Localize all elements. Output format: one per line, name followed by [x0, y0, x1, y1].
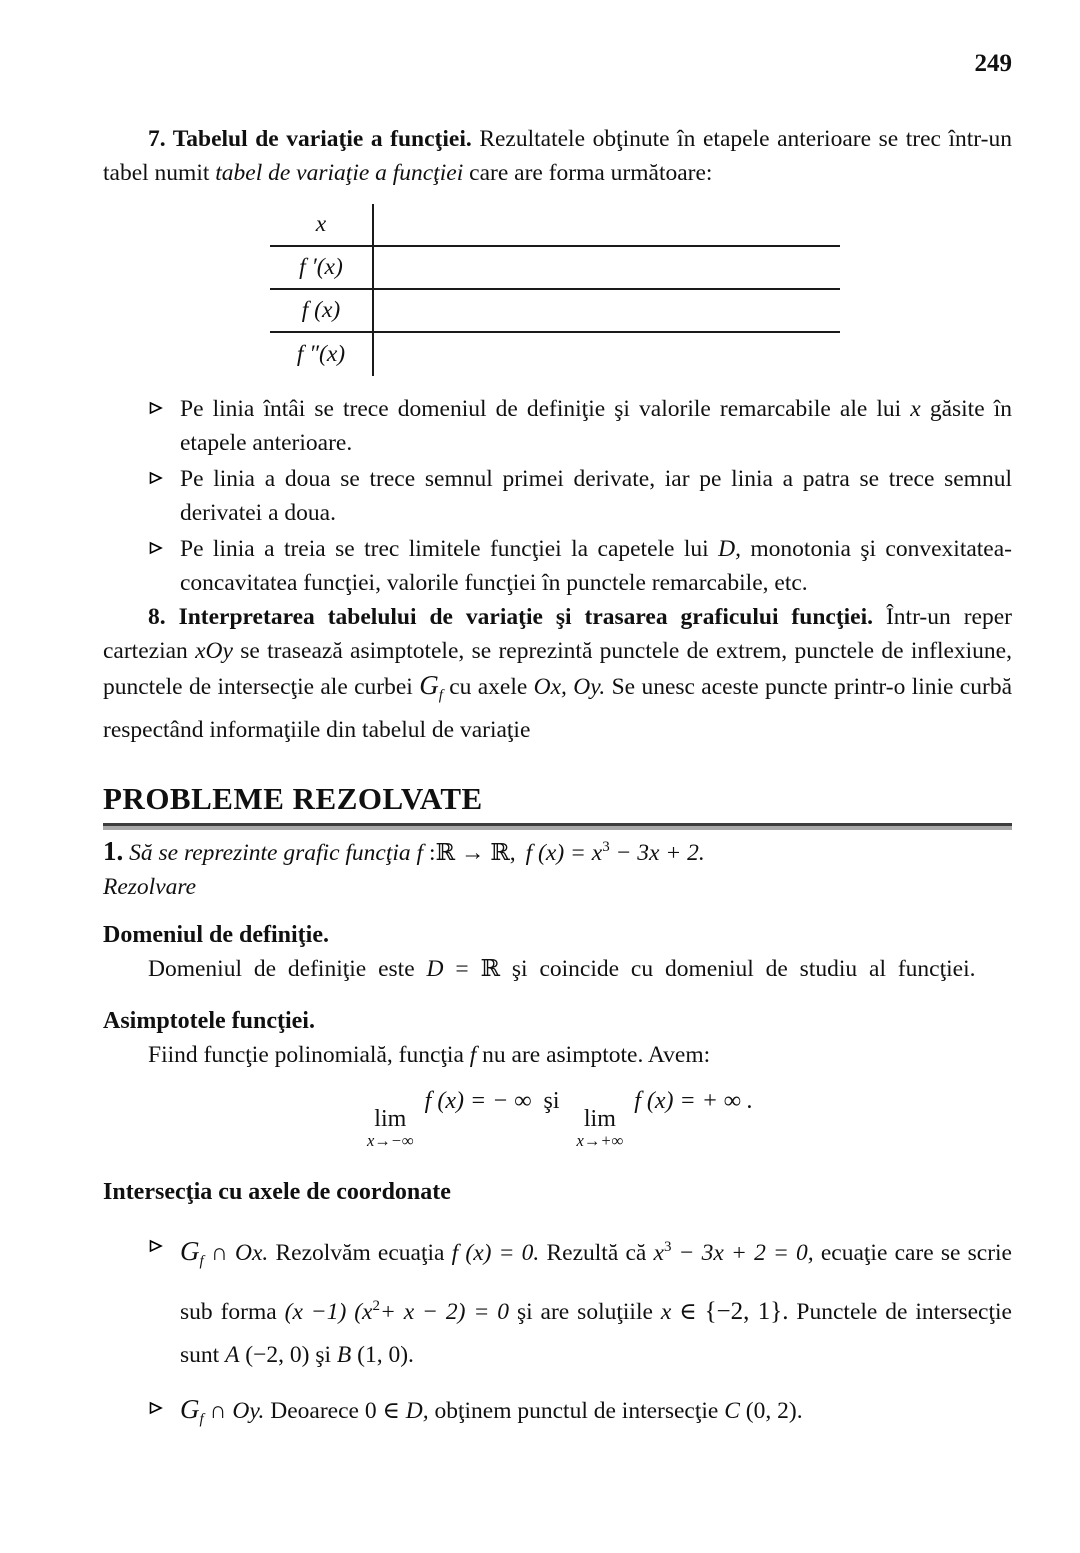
asymptotes-text-1: Fiind funcţie polinomială, funcţia: [148, 1041, 470, 1068]
asymptotes-subheading: Asimptotele funcţiei.: [103, 1007, 315, 1034]
bullet-intersection-Oy: [148, 1387, 1012, 1442]
gx-text-3: ecuaţie care se scrie sub forma: [180, 1239, 1012, 1325]
section-8-text-2: se trasează asimptotele, se reprezintă punctele de extrem, punctele de inflexiune, punctele de intersecţie ale curbei: [103, 638, 1012, 700]
gy-text-1: Deoarece 0 ∈: [264, 1398, 406, 1425]
row-cell-f: [374, 290, 840, 331]
point-A-coords: (−2, 0): [239, 1342, 310, 1369]
point-C: C: [724, 1398, 740, 1425]
bullet-3-var-D: D,: [718, 536, 741, 562]
point-A: A: [225, 1342, 240, 1369]
problem-1-f: f: [416, 839, 424, 866]
bullet-line-3: [148, 532, 1012, 600]
problem-1-statement: [103, 830, 1012, 870]
script-G-symbol: G: [419, 670, 439, 700]
domain-D: D: [426, 955, 444, 982]
table-notes-list: [103, 392, 1012, 600]
gx-text-5: Punctele de intersecţie sunt: [180, 1298, 1012, 1369]
exponent-3: 3: [663, 1239, 672, 1256]
bullet-3-text: [180, 532, 1012, 600]
bullet-1-text: [180, 392, 1012, 460]
script-G-subscript-f: f: [199, 1253, 204, 1270]
row-cell-x: [374, 204, 840, 245]
row-cell-fprime: [374, 247, 840, 288]
element-of-symbol: ∈: [671, 1298, 705, 1325]
exponent-3: 3: [602, 838, 610, 855]
arrow-bullet-icon: [148, 392, 180, 460]
lim-left-subscript: x→−∞: [366, 1130, 414, 1150]
gx-text-6: şi: [309, 1342, 337, 1369]
row-label-x: x: [270, 204, 374, 245]
gx-text-1: Rezolvăm ecuaţia: [268, 1239, 452, 1266]
section-7-italic-term: tabel de variaţie a funcţiei: [215, 160, 464, 186]
gx-factored-left: (x −1) (x: [284, 1298, 373, 1325]
problem-1-colon: :: [423, 839, 436, 866]
lim-word: lim: [583, 1105, 616, 1132]
bullet-3-seg-2: monotonia şi convexitatea-concavitatea funcţiei, valorile funcţiei în punctele remarcabile, etc.: [180, 536, 1012, 596]
intersection-symbol: ∩: [203, 1239, 236, 1266]
solution-label: Rezolvare: [103, 873, 197, 900]
gx-cubic-rest: − 3x + 2 = 0,: [671, 1239, 814, 1266]
bullet-intersection-Ox: [148, 1225, 1012, 1377]
script-G-symbol: G: [180, 1235, 200, 1266]
bullet-1-var-x: x: [910, 396, 921, 422]
problem-1-R-domain: ℝ: [435, 839, 455, 866]
table-row-fprime: [270, 247, 840, 290]
arrow-bullet-icon: [148, 1387, 180, 1442]
domain-text-2: = ℝ şi coincide cu domeniul de studiu al funcţiei.: [443, 955, 976, 982]
section-7-text-2: care are forma următoare:: [463, 160, 713, 186]
page-content: [103, 0, 1012, 1442]
gx-factored-right: + x − 2) = 0: [379, 1298, 509, 1325]
script-G-subscript-f: f: [199, 1412, 204, 1429]
problem-1-formula-rest: − 3x + 2.: [609, 839, 705, 866]
page-number: 249: [974, 50, 1012, 77]
section-8-text-3: cu axele: [442, 674, 534, 700]
gy-text-2: obţinem punctul de intersecţie: [428, 1398, 725, 1425]
heading-rule: [103, 823, 1012, 830]
intersection-Oy-text: [180, 1387, 1012, 1442]
section-7-heading: 7. Tabelul de variaţie a funcţiei.: [148, 126, 472, 152]
lim-word: lim: [374, 1105, 407, 1132]
section-8-text-1: Într-un reper cartezian: [103, 604, 1012, 664]
section-8-text-4: Se unesc aceste puncte printr-o linie curbă respectând informaţiile din tabelul de variaţie: [103, 674, 1012, 743]
limit-right: [577, 1107, 624, 1150]
problem-1-intro: Să se reprezinte grafic funcţia: [123, 839, 417, 866]
arrow-bullet-icon: [148, 1225, 180, 1377]
problem-1-R-codomain: ℝ,: [490, 839, 516, 866]
gx-solution-x: x: [660, 1298, 672, 1325]
limits-equation: [103, 1076, 1012, 1164]
row-label-f: f (x): [270, 290, 374, 331]
arrow-bullet-icon: [148, 532, 180, 600]
point-B: B: [336, 1342, 352, 1369]
gx-text-2: Rezultă că: [539, 1239, 654, 1266]
limit-left-expression: f (x) = − ∞: [418, 1087, 532, 1114]
exponent-2: 2: [372, 1297, 380, 1314]
table-row-fsecond: [270, 333, 840, 376]
gx-cubic-x: x: [653, 1239, 664, 1266]
bullet-2-seg-1: Pe linia a doua se trece semnul primei derivate, iar pe linia a patra se trece semnul derivatei a doua.: [180, 466, 1012, 526]
domain-subheading: Domeniul de definiţie.: [103, 921, 329, 948]
script-G-subscript-f: f: [438, 687, 443, 704]
limit-left: [367, 1107, 414, 1150]
bullet-line-2: [148, 462, 1012, 530]
lim-right-subscript: x→+∞: [576, 1130, 624, 1150]
domain-text-1: Domeniul de definiţie este: [148, 955, 427, 982]
script-G-symbol: G: [180, 1394, 200, 1425]
intersection-symbol: ∩: [203, 1398, 233, 1425]
bullet-line-1: [148, 392, 1012, 460]
problem-1-formula: f (x) = x: [525, 839, 603, 866]
conjunction-si: şi: [543, 1087, 560, 1114]
arrow-right-symbol: →: [455, 839, 491, 866]
point-B-coords: (1, 0).: [351, 1342, 414, 1369]
intersections-list: [103, 1225, 1012, 1442]
axis-Ox: Ox.: [235, 1239, 269, 1266]
section-8-paragraph: [103, 600, 1012, 747]
solution-set: {−2, 1}.: [704, 1297, 789, 1325]
asymptotes-paragraph: [103, 1038, 1012, 1072]
section-7-paragraph: [103, 122, 1012, 190]
table-row-f: [270, 290, 840, 333]
solved-problems-heading: PROBLEME REZOLVATE: [103, 780, 483, 816]
bullet-3-seg-1: Pe linia a treia se trec limitele funcţiei la capetele lui: [180, 536, 719, 562]
intersections-subheading: Intersecţia cu axele de coordonate: [103, 1179, 451, 1206]
domain-paragraph: [103, 952, 1012, 986]
limit-right-expression: f (x) = + ∞ .: [628, 1087, 754, 1114]
row-label-fsecond: f ″(x): [270, 333, 374, 376]
section-7-text-1: Rezultatele obţinute în etapele anterioare se trec într-un tabel numit: [103, 126, 1012, 186]
row-label-fprime: f ′(x): [270, 247, 374, 288]
arrow-bullet-icon: [148, 462, 180, 530]
intersection-Ox-text: [180, 1225, 1012, 1377]
table-row-x: [270, 204, 840, 247]
bullet-1-seg-1: Pe linia întâi se trece domeniul de definiţie şi valorile remarcabile ale lui: [180, 396, 911, 422]
section-8-axes: Ox, Oy.: [533, 674, 606, 700]
gx-text-4: şi are soluţiile: [509, 1298, 661, 1325]
bullet-1-seg-2: găsite în etapele anterioare.: [180, 396, 1013, 456]
bullet-2-text: [180, 462, 1012, 530]
point-C-coords: (0, 2).: [739, 1398, 803, 1425]
asymptotes-text-2: nu are asimptote. Avem:: [476, 1041, 711, 1068]
asymptotes-f: f: [469, 1041, 477, 1068]
variation-table: [270, 204, 840, 376]
gx-equation-f0: f (x) = 0.: [451, 1239, 540, 1266]
axis-Oy: Oy.: [232, 1398, 265, 1425]
gy-D: D,: [405, 1398, 429, 1425]
row-cell-fsecond: [374, 333, 840, 376]
section-8-xOy: xOy: [195, 638, 233, 664]
problem-1-number: 1.: [103, 835, 124, 866]
section-8-heading: 8. Interpretarea tabelului de variaţie şi trasarea graficului funcţiei.: [148, 604, 874, 630]
